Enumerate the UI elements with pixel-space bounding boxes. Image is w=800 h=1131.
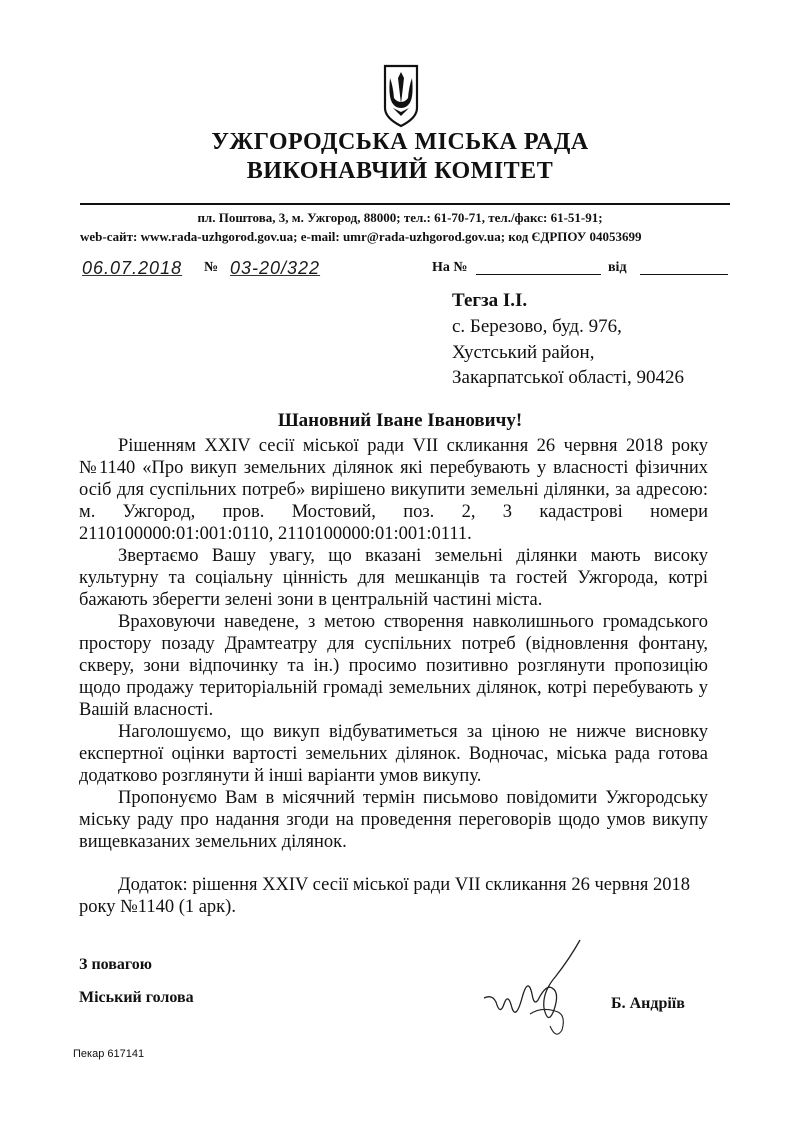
handwritten-signature <box>482 936 602 1046</box>
signer-name: Б. Андріїв <box>611 995 685 1012</box>
body-paragraph: Пропонуємо Вам в місячний термін письмово повідомити Ужгородську міську раду про надання згоди на проведення переговорів щодо умов викупу вищевказаних земельних ділянок. <box>79 788 708 852</box>
organization-name: УЖГОРОДСЬКА МІСЬКА РАДА <box>211 129 589 155</box>
incoming-date-blank <box>640 274 728 275</box>
body-paragraph: Звертаємо Вашу увагу, що вказані земельні ділянки мають високу культурну та соціальну цінність для мешканців та гостей Ужгорода, котрі бажають зберегти зелені зони в центральній частині міста. <box>79 546 708 610</box>
incoming-number-blank <box>476 274 601 275</box>
outgoing-date: 06.07.2018 <box>82 258 183 278</box>
letter-body <box>79 435 708 853</box>
addressee-address-line: Закарпатської області, 90426 <box>452 367 684 388</box>
organization-subtitle: ВИКОНАВЧИЙ КОМІТЕТ <box>246 158 554 184</box>
body-paragraph: Враховуючи наведене, з метою створення навколишнього громадського простору позаду Драмтеатру для суспільних потреб (відновлення фонтану, скверу, зони відпочинку та ін.) просимо позитивно розглянути пропозицію щодо продажу територіальній громаді земельних ділянок, котрі перебувають у Вашій власності. <box>79 612 708 720</box>
incoming-number-label: На № <box>432 260 468 275</box>
contact-web-email: web-сайт: www.rada-uzhgorod.gov.ua; e-mail: umr@rada-uzhgorod.gov.ua; код ЄДРПОУ 04053699 <box>80 229 642 244</box>
addressee-name: Тегза І.І. <box>452 290 528 311</box>
signer-position: Міський голова <box>79 989 194 1006</box>
executor-note: Пекар 617141 <box>73 1048 145 1060</box>
addressee-address-line: с. Березово, буд. 976, <box>452 316 622 337</box>
addressee-address-line: Хустський район, <box>452 342 595 363</box>
incoming-date-label: від <box>608 260 627 275</box>
outgoing-number: 03-20/322 <box>230 258 321 278</box>
attachment-note: Додаток: рішення XXIV сесії міської ради VII скликання 26 червня 2018 року №1140 (1 арк). <box>79 875 690 917</box>
outgoing-number-label: № <box>204 260 219 275</box>
header-divider <box>80 203 730 205</box>
body-paragraph: Рішенням XXIV сесії міської ради VII скликання 26 червня 2018 року №1140 «Про викуп земельних ділянок які перебувають у власності фізичних осіб для суспільних потреб» вирішено викупити земельні ділянки, за адресою: м. Ужгород, пров. Мостовий, поз. 2, 3 кадастрові номери 2110100000:01:001:0110, 2110100000:01:001:0111. <box>79 436 708 544</box>
closing-regards: З повагою <box>79 956 152 973</box>
contact-address-phones: пл. Поштова, 3, м. Ужгород, 88000; тел.: 61-70-71, тел./факс: 61-51-91; <box>197 210 603 225</box>
body-paragraph: Наголошуємо, що викуп відбуватиметься за ціною не нижче висновку експертної оцінки вартості земельних ділянок. Водночас, міська рада готова додатково розглянути й інші варіанти умов викупу. <box>79 722 708 786</box>
salutation: Шановний Іване Івановичу! <box>277 410 523 431</box>
coat-of-arms-icon <box>381 64 421 128</box>
